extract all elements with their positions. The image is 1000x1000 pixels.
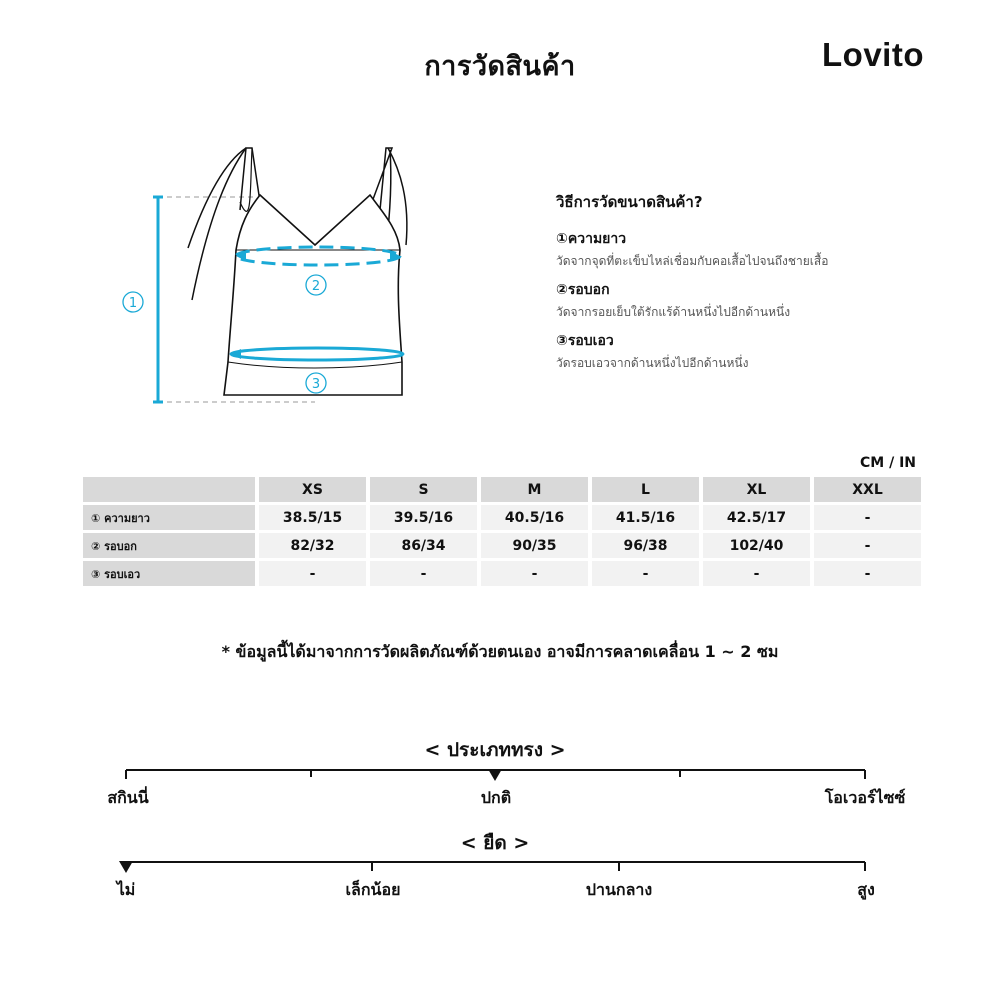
table-cell: - <box>592 561 699 586</box>
garment-diagram <box>100 130 430 420</box>
chest-title: ②รอบอก <box>556 282 610 298</box>
table-cell: 42.5/17 <box>703 505 810 530</box>
size-header: XXL <box>814 477 921 502</box>
row-label: ① ความยาว <box>83 505 255 530</box>
table-cell: - <box>703 561 810 586</box>
table-cell: - <box>814 561 921 586</box>
table-row <box>83 533 921 558</box>
stretch-label-medium: ปานกลาง <box>585 880 653 899</box>
length-title: ①ความยาว <box>556 231 627 247</box>
instructions-heading: วิธีการวัดขนาดสินค้า? <box>556 193 703 211</box>
fit-selected-marker <box>488 769 502 781</box>
table-cell: - <box>814 533 921 558</box>
marker-3: 3 <box>311 377 321 392</box>
table-cell: - <box>370 561 477 586</box>
table-row <box>83 561 921 586</box>
stretch-selected-marker <box>119 861 133 873</box>
fit-label-regular: ปกติ <box>480 788 512 807</box>
waist-desc: วัดรอบเอวจากด้านหนึ่งไปอีกด้านหนึ่ง <box>556 356 749 370</box>
table-cell: - <box>259 561 366 586</box>
table-header-row <box>83 477 921 502</box>
size-header: XL <box>703 477 810 502</box>
table-cell: 38.5/15 <box>259 505 366 530</box>
size-header: S <box>370 477 477 502</box>
unit-label: CM / IN <box>860 455 916 471</box>
measure-instructions <box>556 190 956 381</box>
row-label: ② รอบอก <box>83 533 255 558</box>
table-cell: 82/32 <box>259 533 366 558</box>
table-cell: - <box>814 505 921 530</box>
size-table <box>79 474 925 589</box>
fit-scale-title: < ประเภททรง > <box>424 739 566 761</box>
row-label: ③ รอบเอว <box>83 561 255 586</box>
table-cell: 86/34 <box>370 533 477 558</box>
stretch-label-none: ไม่ <box>116 880 136 899</box>
table-corner <box>83 477 255 502</box>
size-header: XS <box>259 477 366 502</box>
disclaimer-note: * ข้อมูลนี้ได้มาจากการวัดผลิตภัณฑ์ด้วยตนเอง อาจมีการคลาดเคลื่อน 1 ~ 2 ซม <box>221 642 779 661</box>
marker-2: 2 <box>311 279 321 294</box>
waist-title: ③รอบเอว <box>556 333 614 349</box>
fit-label-skinny: สกินนี่ <box>107 788 149 807</box>
stretch-scale-track <box>0 852 1000 882</box>
table-cell: 40.5/16 <box>481 505 588 530</box>
fit-label-oversize: โอเวอร์ไซซ์ <box>824 788 906 807</box>
table-cell: - <box>481 561 588 586</box>
page-title: การวัดสินค้า <box>424 51 576 82</box>
stretch-label-slight: เล็กน้อย <box>345 880 401 899</box>
size-header: M <box>481 477 588 502</box>
table-cell: 90/35 <box>481 533 588 558</box>
size-header: L <box>592 477 699 502</box>
length-desc: วัดจากจุดที่ตะเข็บไหล่เชื่อมกับคอเสื้อไปจนถึงชายเสื้อ <box>556 254 829 268</box>
table-cell: 96/38 <box>592 533 699 558</box>
table-row <box>83 505 921 530</box>
stretch-scale-title: < ยืด > <box>460 832 530 854</box>
stretch-label-high: สูง <box>857 880 875 899</box>
table-cell: 41.5/16 <box>592 505 699 530</box>
marker-1: 1 <box>128 296 138 311</box>
table-cell: 39.5/16 <box>370 505 477 530</box>
brand-logo: Lovito <box>822 36 924 73</box>
table-cell: 102/40 <box>703 533 810 558</box>
chest-desc: วัดจากรอยเย็บใต้รักแร้ด้านหนึ่งไปอีกด้านหนึ่ง <box>556 305 791 319</box>
